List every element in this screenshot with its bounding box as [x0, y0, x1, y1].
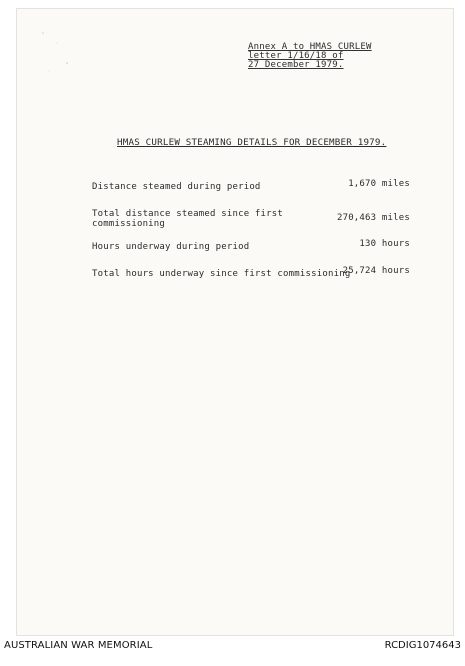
- row-value-hours-period: 130 hours: [359, 239, 410, 249]
- annex-line-2: letter 1/16/18 of: [248, 51, 344, 61]
- row-label-distance-period: Distance steamed during period: [92, 182, 261, 192]
- source-label: AUSTRALIAN WAR MEMORIAL: [4, 640, 153, 651]
- row-value-total-hours: 25,724 hours: [342, 266, 410, 276]
- annex-reference: [248, 43, 372, 70]
- document-page: [16, 8, 454, 636]
- row-label-total-distance: [92, 209, 283, 229]
- row-value-total-distance: 270,463 miles: [336, 213, 410, 223]
- row-value-distance-period: 1,670 miles: [348, 179, 410, 189]
- row-label-total-hours: Total hours underway since first commissioning: [92, 269, 351, 279]
- document-id: RCDIG1074643: [384, 640, 461, 651]
- annex-line-3: 27 December 1979.: [248, 60, 344, 70]
- row-label-total-distance-line2: commissioning: [92, 219, 166, 229]
- row-label-hours-period: Hours underway during period: [92, 242, 250, 252]
- paper-specks: [39, 29, 79, 79]
- annex-line-1: Annex A to HMAS CURLEW: [248, 42, 372, 52]
- row-label-total-distance-line1: Total distance steamed since first: [92, 209, 284, 219]
- page-title: HMAS CURLEW STEAMING DETAILS FOR DECEMBER 1979.: [117, 137, 387, 148]
